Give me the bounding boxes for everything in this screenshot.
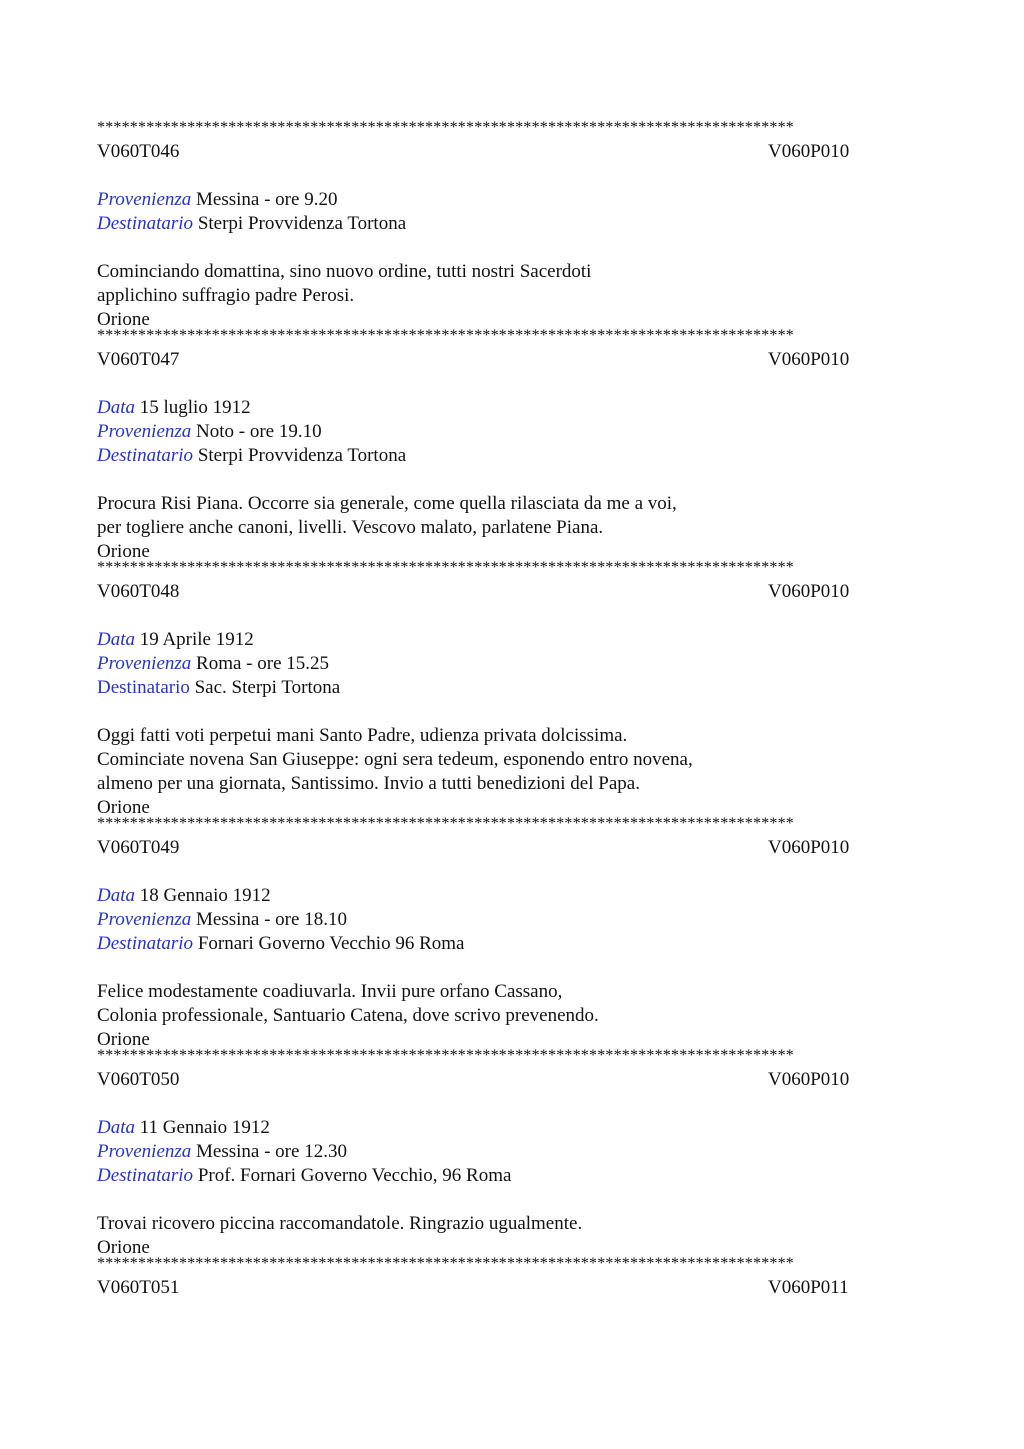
meta-value: 18 Gennaio 1912 (139, 885, 271, 906)
page-code: V060P010 (768, 1069, 850, 1090)
meta-label: Destinatario (97, 677, 190, 698)
record-id: V060T050 (97, 1069, 180, 1090)
separator-line: ************************************************************************************* (97, 560, 794, 576)
separator-line: ************************************************************************************* (97, 816, 794, 832)
separator-line: ************************************************************************************* (97, 120, 794, 136)
meta-value: Fornari Governo Vecchio 96 Roma (197, 933, 465, 954)
meta-label: Data (97, 885, 135, 906)
meta-field-data (97, 628, 254, 652)
signature: Orione (97, 1237, 150, 1258)
meta-value: Messina - ore 12.30 (196, 1141, 347, 1162)
meta-label: Data (97, 397, 135, 418)
meta-value: Messina - ore 18.10 (196, 909, 347, 930)
record-id: V060T051 (97, 1277, 180, 1298)
meta-label: Provenienza (97, 421, 192, 442)
meta-field-provenienza (97, 652, 329, 676)
signature: Orione (97, 309, 150, 330)
signature: Orione (97, 541, 150, 562)
meta-field-provenienza (97, 420, 322, 444)
meta-value: 19 Aprile 1912 (139, 629, 254, 650)
meta-label: Destinatario (97, 933, 194, 954)
meta-field-destinatario (97, 212, 406, 236)
meta-label: Data (97, 629, 135, 650)
page-code: V060P010 (768, 141, 850, 162)
record-id: V060T048 (97, 581, 180, 602)
meta-value: Sterpi Provvidenza Tortona (197, 213, 407, 234)
page-code: V060P010 (768, 581, 850, 602)
meta-label: Provenienza (97, 189, 192, 210)
signature: Orione (97, 1029, 150, 1050)
meta-value: 15 luglio 1912 (139, 397, 251, 418)
body-line: Cominciate novena San Giuseppe: ogni sera tedeum, esponendo entro novena, (97, 749, 693, 770)
meta-value: 11 Gennaio 1912 (139, 1117, 270, 1138)
meta-field-destinatario (97, 444, 406, 468)
meta-field-provenienza (97, 1140, 347, 1164)
body-line: Felice modestamente coadiuvarla. Invii pure orfano Cassano, (97, 981, 563, 1002)
body-line: applichino suffragio padre Perosi. (97, 285, 355, 306)
body-line: Oggi fatti voti perpetui mani Santo Padre, udienza privata dolcissima. (97, 725, 628, 746)
body-line: per togliere anche canoni, livelli. Vescovo malato, parlatene Piana. (97, 517, 604, 538)
separator-line: ************************************************************************************* (97, 1048, 794, 1064)
separator-line: ************************************************************************************* (97, 328, 794, 344)
page-code: V060P010 (768, 837, 850, 858)
record-id: V060T046 (97, 141, 180, 162)
body-line: Cominciando domattina, sino nuovo ordine, tutti nostri Sacerdoti (97, 261, 592, 282)
page-code: V060P010 (768, 349, 850, 370)
meta-field-data (97, 884, 271, 908)
meta-field-destinatario (97, 1164, 511, 1188)
body-line: Trovai ricovero piccina raccomandatole. Ringrazio ugualmente. (97, 1213, 583, 1234)
body-line: almeno per una giornata, Santissimo. Invio a tutti benedizioni del Papa. (97, 773, 640, 794)
body-line: Procura Risi Piana. Occorre sia generale, come quella rilasciata da me a voi, (97, 493, 677, 514)
record-id: V060T047 (97, 349, 180, 370)
meta-field-data (97, 1116, 270, 1140)
meta-value: Roma - ore 15.25 (196, 653, 330, 674)
meta-field-destinatario (97, 932, 464, 956)
meta-label: Provenienza (97, 909, 192, 930)
record-id: V060T049 (97, 837, 180, 858)
meta-value: Prof. Fornari Governo Vecchio, 96 Roma (197, 1165, 512, 1186)
meta-field-provenienza (97, 188, 337, 212)
meta-field-provenienza (97, 908, 347, 932)
meta-field-data (97, 396, 251, 420)
meta-value: Sterpi Provvidenza Tortona (197, 445, 407, 466)
meta-label: Destinatario (97, 1165, 194, 1186)
meta-label: Destinatario (97, 213, 194, 234)
meta-value: Messina - ore 9.20 (196, 189, 338, 210)
meta-label: Provenienza (97, 653, 192, 674)
meta-field-destinatario (97, 676, 340, 700)
body-line: Colonia professionale, Santuario Catena, dove scrivo prevenendo. (97, 1005, 599, 1026)
meta-value: Noto - ore 19.10 (196, 421, 322, 442)
signature: Orione (97, 797, 150, 818)
meta-label: Data (97, 1117, 135, 1138)
meta-label: Provenienza (97, 1141, 192, 1162)
meta-label: Destinatario (97, 445, 194, 466)
separator-line: ************************************************************************************* (97, 1256, 794, 1272)
meta-value: Sac. Sterpi Tortona (194, 677, 341, 698)
page-code: V060P011 (768, 1277, 849, 1298)
